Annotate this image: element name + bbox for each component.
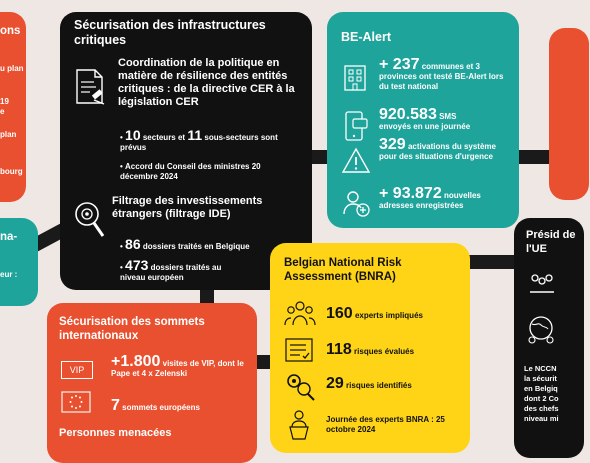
card-text: bourg [0,167,23,176]
text-line: la sécurit [524,374,557,383]
stat-text: activations du système pour des situations d'urgence [379,142,496,161]
stat-number: 86 [125,236,141,252]
magnifier-icon [72,200,108,240]
left-orange-card [0,12,26,202]
stat-number: 160 [326,305,353,322]
bullet: • [120,242,126,251]
stat-activations [379,136,515,162]
bullet: • [120,263,126,272]
text-line: des chefs [524,404,559,413]
warning-icon [341,146,371,174]
section-title: Filtrage des investissements étrangers (filtrage IDE) [112,195,263,220]
stat-number: 473 [125,257,149,273]
card-title: BE-Alert [341,30,392,44]
card-text: eur : [0,270,18,279]
bullet: • [120,162,126,171]
stat-text: dossiers traités en Belgique [142,242,250,251]
stat-text: sous-secteurs sont prévus [120,133,278,152]
document-gavel-icon [74,68,108,106]
stat-number: 118 [326,341,352,358]
stat-text: nouvelles adresses enregistrées [379,191,481,210]
experts-group-icon [284,299,316,327]
phone-message-icon [343,110,369,142]
vip-badge-icon: VIP [61,361,93,379]
card-text: u plan [0,64,24,73]
stat-number: + 237 [379,56,420,73]
stat-sms [379,106,515,132]
card-text: e [0,107,5,116]
stat-text: visites de VIP, dont le Pape et 4 x Zelenski [111,359,244,378]
globe-people-icon [526,314,556,344]
international-summits-card [47,303,257,463]
stat-addresses [379,185,515,211]
stat-risks-evaluated [326,341,414,359]
card-title: Sécurisation des sommets internationaux [59,316,205,342]
stat-text: secteurs et [142,133,186,142]
stat-number: 329 [379,136,406,153]
card-title: Présid de l'UE [526,229,576,255]
text-line: Le NCCN [524,364,557,373]
stat-sectors [120,127,300,153]
add-user-icon [341,188,371,218]
stat-number: 11 [187,127,203,143]
bullet: • [120,133,126,142]
text-line: niveau mi [524,414,559,423]
stat-text: sommets européens [122,403,200,412]
podium-speaker-icon [284,409,314,441]
stat-number: +1.800 [111,353,161,370]
bnra-card [270,243,470,453]
eu-flag-icon [61,391,91,413]
card-text: 19 [0,97,9,106]
building-icon [341,62,369,92]
stat-vip [111,353,251,379]
stat-number: 29 [326,375,344,392]
stat-ide-europe [120,257,240,283]
eu-presidency-card [514,218,584,458]
section-title: Personnes menacées [59,427,172,439]
left-teal-card [0,218,38,306]
card-title: na- [0,231,18,243]
stat-text: experts impliqués [354,311,423,320]
stat-risks-identified [326,375,412,393]
meeting-group-icon [528,272,556,296]
text-line: dont 2 Co [524,394,559,403]
stat-number: 7 [111,397,120,414]
be-alert-card [327,12,519,228]
text-line: en Belgiq [524,384,558,393]
stat-text: dossiers traités au niveau européen [120,263,222,282]
stat-summits [111,397,200,415]
card-text [524,364,559,424]
stat-text: communes et 3 provinces ont testé BE-Alert lors du test national [379,62,504,91]
card-title: Belgian National Risk Assessment (BNRA) [284,257,402,283]
stat-unit: SMS [439,112,457,121]
stat-number: 10 [125,127,141,143]
stat-expert-day: Journée des experts BNRA : 25 octobre 2024 [326,415,445,434]
stat-number: + 93.872 [379,185,442,202]
stat-number: 920.583 [379,106,437,123]
card-title: ons [0,25,21,37]
right-orange-card [549,28,589,200]
checklist-icon [284,337,314,363]
stat-communes [379,56,515,92]
stat-text: envoyés en une journée [379,122,471,131]
stat-text: risques évalués [354,347,415,356]
gears-search-icon [284,371,316,401]
stat-text: Accord du Conseil des ministres 20 décembre 2024 [120,162,261,181]
stat-experts [326,305,423,323]
card-title: Sécurisation des infrastructures critiques [74,18,266,47]
stat-agreement [120,162,280,182]
card-text: plan [0,130,17,139]
section-title: Coordination de la politique en matière de résilience des entités critiques : de la directive CER à la législation CER [118,57,295,108]
stat-text: risques identifiés [346,381,412,390]
